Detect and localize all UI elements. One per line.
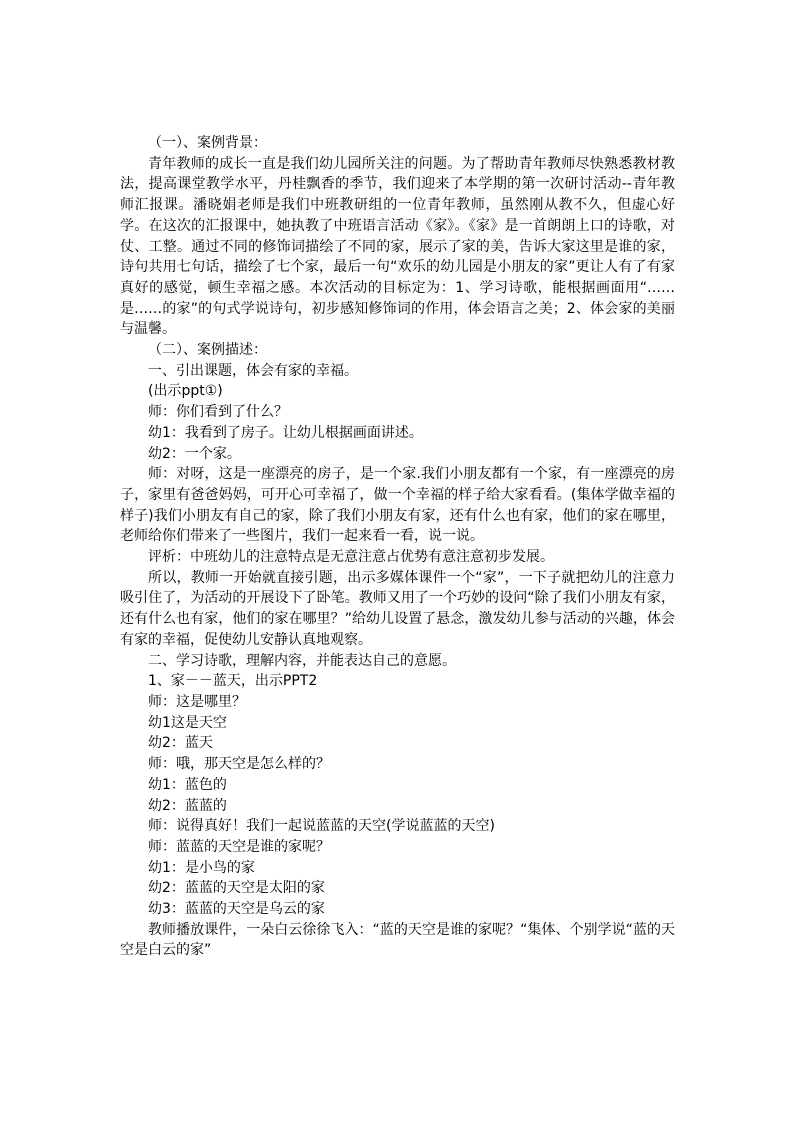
- paragraph-analysis-detail: 所以，教师一开始就直接引题，出示多媒体课件一个“家”，一下子就把幼儿的注意力吸引住了，为活动的开展设下了卧笔。教师又用了一个巧妙的设问“除了我们小朋友有家，还有什么也有家，他们的家在哪里？”给幼儿设置了悬念，激发幼儿参与活动的兴趣，体会有家的幸福，促使幼儿安静认真地观察。: [120, 569, 675, 648]
- section-heading-1: 一、引出课题，体会有家的幸福。: [148, 362, 358, 379]
- paragraph-line: 幼1这是天空: [148, 714, 227, 731]
- paragraph-line: 幼2：蓝天: [148, 735, 213, 752]
- paragraph-line: 幼3：蓝蓝的天空是乌云的家: [148, 901, 325, 918]
- paragraph-line: 幼1：是小鸟的家: [148, 859, 255, 876]
- paragraph-background-intro: 青年教师的成长一直是我们幼儿园所关注的问题。为了帮助青年教师尽快熟悉教材教法，提高课堂教学水平，丹桂飘香的季节，我们迎来了本学期的第一次研讨活动--青年教师汇报课。潘晓娟老师是我们中班教研组的一位青年教师，虽然刚从教不久，但虚心好学。在这次的汇报课中，她执教了中班语言活动《家》。《家》是一首朗朗上口的诗歌，对仗、工整。通过不同的修饰词描绘了不同的家，展示了家的美，告诉大家这里是谁的家，诗句共用七句话，描绘了七个家，最后一句“欢乐的幼儿园是小朋友的家”更让人有了有家真好的感觉，顿生幸福之感。本次活动的目标定为：1、学习诗歌，能根据画面用“……是……的家”的句式学说诗句，初步感知修饰词的作用，体会语言之美；2、体会家的美丽与温馨。: [120, 155, 675, 338]
- paragraph-line: 师：说得真好！我们一起说蓝蓝的天空(学说蓝蓝的天空): [148, 818, 495, 835]
- section-heading-2: 二、学习诗歌，理解内容，并能表达自己的意愿。: [148, 652, 456, 669]
- paragraph-line: 幼2：一个家。: [148, 445, 241, 462]
- heading-case-background: （一）、案例背景：: [148, 135, 267, 151]
- paragraph-analysis: 评析：中班幼儿的注意特点是无意注意占优势有意注意初步发展。: [148, 549, 554, 566]
- paragraph-line: 师：这是哪里？: [148, 693, 246, 710]
- paragraph-line: 幼1：蓝色的: [148, 776, 227, 793]
- paragraph-line: (出示ppt①): [148, 383, 223, 400]
- heading-case-description: （二）、案例描述：: [148, 342, 267, 359]
- paragraph-teacher-dialogue: 师：对呀，这是一座漂亮的房子，是一个家.我们小朋友都有一个家，有一座漂亮的房子，家里有爸爸妈妈，可开心可幸福了，做一个幸福的样子给大家看看。(集体学做幸福的样子)我们小朋友有自己的家，除了我们小朋友有家，还有什么也有家，他们的家在哪里，老师给你们带来了一些图片，我们一起来看一看，说一说。: [120, 466, 675, 545]
- paragraph-line: 师：蓝蓝的天空是谁的家呢？: [148, 838, 330, 855]
- paragraph-line: 幼1：我看到了房子。让幼儿根据画面讲述。: [148, 424, 423, 441]
- paragraph-line: 师：你们看到了什么？: [148, 404, 288, 421]
- paragraph-line: 幼2：蓝蓝的: [148, 797, 227, 814]
- paragraph-line: 师：哦，那天空是怎么样的？: [148, 756, 330, 773]
- paragraph-line: 教师播放课件，一朵白云徐徐飞入：“蓝的天空是谁的家呢？“集体、个别学说“蓝的天空是白云的家”: [120, 921, 675, 959]
- document-body: [120, 133, 675, 961]
- paragraph-line: 1、家－－蓝天，出示PPT2: [148, 673, 318, 690]
- paragraph-line: 幼2：蓝蓝的天空是太阳的家: [148, 880, 325, 897]
